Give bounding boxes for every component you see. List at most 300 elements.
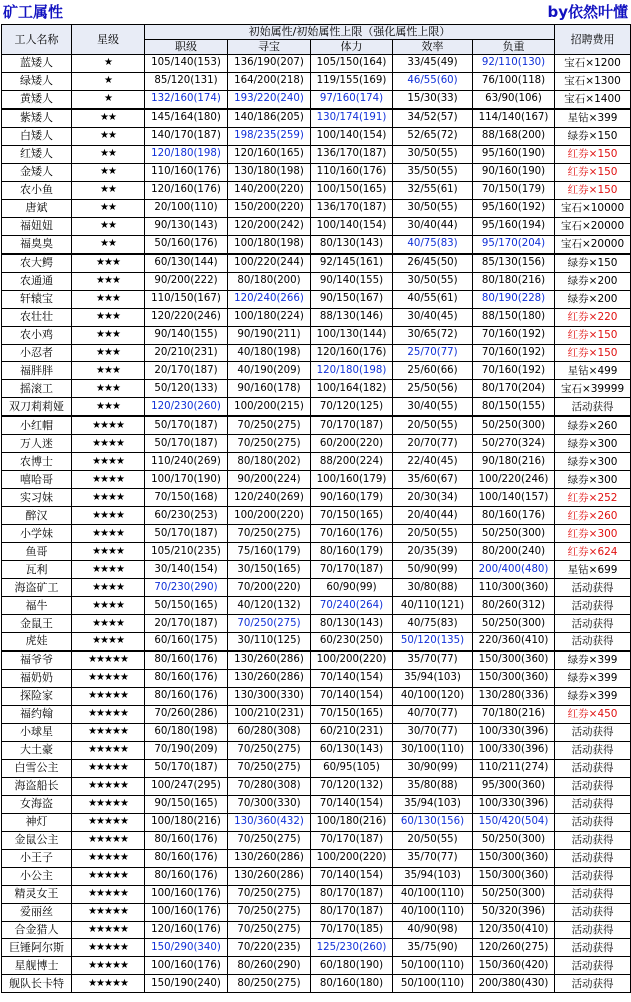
load-cell: 50/250(300) <box>473 615 555 633</box>
header-star: 星级 <box>72 25 145 55</box>
worker-name-cell: 海盗矿工 <box>2 579 72 597</box>
treasure-cell: 130/300(330) <box>228 687 311 705</box>
table-row <box>2 849 631 867</box>
worker-name-cell: 星舰博士 <box>2 957 72 975</box>
table-row <box>2 885 631 903</box>
efficiency-cell: 40/70(77) <box>393 705 473 723</box>
rank-cell: 80/160(176) <box>145 867 228 885</box>
worker-name-cell: 蓝矮人 <box>2 55 72 73</box>
table-row <box>2 362 631 380</box>
load-cell: 110/300(360) <box>473 579 555 597</box>
table-row <box>2 975 631 993</box>
efficiency-cell: 40/100(110) <box>393 903 473 921</box>
treasure-cell: 90/160(178) <box>228 380 311 398</box>
table-row <box>2 903 631 921</box>
rank-cell: 70/190(209) <box>145 741 228 759</box>
treasure-cell: 70/250(275) <box>228 903 311 921</box>
star-rating-cell: ★★★★★ <box>72 885 145 903</box>
stamina-cell: 100/140(154) <box>311 217 393 235</box>
rank-cell: 50/120(133) <box>145 380 228 398</box>
table-row <box>2 217 631 235</box>
rank-cell: 90/150(165) <box>145 795 228 813</box>
cost-cell: 活动获得 <box>555 885 631 903</box>
star-rating-cell: ★★ <box>72 145 145 163</box>
load-cell: 50/320(396) <box>473 903 555 921</box>
stamina-cell: 70/120(132) <box>311 777 393 795</box>
load-cell: 100/330(396) <box>473 795 555 813</box>
table-row <box>2 741 631 759</box>
efficiency-cell: 50/90(99) <box>393 561 473 579</box>
stamina-cell: 70/140(154) <box>311 795 393 813</box>
stamina-cell: 60/90(99) <box>311 579 393 597</box>
efficiency-cell: 20/35(39) <box>393 543 473 561</box>
cost-cell: 红券×450 <box>555 705 631 723</box>
table-row <box>2 163 631 181</box>
load-cell: 88/150(180) <box>473 308 555 326</box>
worker-name-cell: 实习妹 <box>2 489 72 507</box>
rank-cell: 100/160(176) <box>145 957 228 975</box>
table-row <box>2 308 631 326</box>
treasure-cell: 40/180(198) <box>228 344 311 362</box>
worker-name-cell: 嘻哈哥 <box>2 471 72 489</box>
load-cell: 100/330(396) <box>473 723 555 741</box>
rank-cell: 100/180(216) <box>145 813 228 831</box>
table-row <box>2 380 631 398</box>
treasure-cell: 100/180(224) <box>228 308 311 326</box>
worker-name-cell: 福爷爷 <box>2 651 72 669</box>
stamina-cell: 100/180(216) <box>311 813 393 831</box>
load-cell: 150/300(360) <box>473 669 555 687</box>
stamina-cell: 120/180(198) <box>311 362 393 380</box>
table-row <box>2 272 631 290</box>
load-cell: 50/250(300) <box>473 885 555 903</box>
worker-name-cell: 紫矮人 <box>2 109 72 127</box>
load-cell: 100/330(396) <box>473 741 555 759</box>
efficiency-cell: 30/65(72) <box>393 326 473 344</box>
load-cell: 63/90(106) <box>473 90 555 108</box>
cost-cell: 活动获得 <box>555 759 631 777</box>
worker-name-cell: 金鼠王 <box>2 615 72 633</box>
table-row <box>2 127 631 145</box>
stamina-cell: 100/164(182) <box>311 380 393 398</box>
efficiency-cell: 20/50(55) <box>393 416 473 434</box>
efficiency-cell: 40/55(61) <box>393 290 473 308</box>
table-row <box>2 597 631 615</box>
rank-cell: 70/260(286) <box>145 705 228 723</box>
table-row <box>2 398 631 416</box>
load-cell: 95/300(360) <box>473 777 555 795</box>
treasure-cell: 130/180(198) <box>228 163 311 181</box>
efficiency-cell: 34/52(57) <box>393 109 473 127</box>
table-row <box>2 633 631 651</box>
load-cell: 70/160(192) <box>473 362 555 380</box>
cost-cell: 绿券×150 <box>555 127 631 145</box>
star-rating-cell: ★★★★ <box>72 525 145 543</box>
treasure-cell: 120/160(165) <box>228 145 311 163</box>
worker-name-cell: 小王子 <box>2 849 72 867</box>
worker-name-cell: 小公主 <box>2 867 72 885</box>
stamina-cell: 70/170(187) <box>311 561 393 579</box>
star-rating-cell: ★★★★★ <box>72 777 145 795</box>
treasure-cell: 70/250(275) <box>228 615 311 633</box>
cost-cell: 宝石×1200 <box>555 55 631 73</box>
stamina-cell: 88/200(224) <box>311 453 393 471</box>
stamina-cell: 120/160(176) <box>311 344 393 362</box>
star-rating-cell: ★★★ <box>72 290 145 308</box>
cost-cell: 绿券×300 <box>555 435 631 453</box>
header-attribute-group: 初始属性/初始属性上限（强化属性上限） <box>145 25 555 40</box>
efficiency-cell: 20/70(77) <box>393 435 473 453</box>
load-cell: 80/160(176) <box>473 507 555 525</box>
worker-name-cell: 绿矮人 <box>2 72 72 90</box>
efficiency-cell: 35/70(77) <box>393 651 473 669</box>
star-rating-cell: ★ <box>72 55 145 73</box>
star-rating-cell: ★ <box>72 90 145 108</box>
table-row <box>2 109 631 127</box>
table-row <box>2 759 631 777</box>
stamina-cell: 60/180(190) <box>311 957 393 975</box>
cost-cell: 星钻×699 <box>555 561 631 579</box>
stamina-cell: 100/200(220) <box>311 651 393 669</box>
stamina-cell: 70/170(187) <box>311 831 393 849</box>
cost-cell: 宝石×1400 <box>555 90 631 108</box>
cost-cell: 红券×150 <box>555 163 631 181</box>
table-row <box>2 867 631 885</box>
cost-cell: 星钻×499 <box>555 362 631 380</box>
table-row <box>2 777 631 795</box>
table-row <box>2 813 631 831</box>
table-row <box>2 669 631 687</box>
star-rating-cell: ★★★★ <box>72 543 145 561</box>
stamina-cell: 60/200(220) <box>311 435 393 453</box>
star-rating-cell: ★★★★★ <box>72 867 145 885</box>
treasure-cell: 60/280(308) <box>228 723 311 741</box>
rank-cell: 60/160(175) <box>145 633 228 651</box>
treasure-cell: 100/220(244) <box>228 254 311 272</box>
treasure-cell: 75/160(179) <box>228 543 311 561</box>
stamina-cell: 80/160(179) <box>311 543 393 561</box>
cost-cell: 活动获得 <box>555 849 631 867</box>
cost-cell: 绿券×200 <box>555 290 631 308</box>
table-row <box>2 525 631 543</box>
stamina-cell: 80/170(187) <box>311 885 393 903</box>
cost-cell: 绿券×399 <box>555 669 631 687</box>
star-rating-cell: ★★★★ <box>72 615 145 633</box>
cost-cell: 活动获得 <box>555 579 631 597</box>
star-rating-cell: ★★★★ <box>72 633 145 651</box>
efficiency-cell: 30/40(55) <box>393 398 473 416</box>
rank-cell: 50/150(165) <box>145 597 228 615</box>
rank-cell: 60/130(144) <box>145 254 228 272</box>
load-cell: 95/160(190) <box>473 145 555 163</box>
worker-name-cell: 唐斌 <box>2 199 72 217</box>
efficiency-cell: 40/75(83) <box>393 235 473 253</box>
worker-name-cell: 黄矮人 <box>2 90 72 108</box>
load-cell: 80/200(240) <box>473 543 555 561</box>
treasure-cell: 130/260(286) <box>228 669 311 687</box>
treasure-cell: 90/200(224) <box>228 471 311 489</box>
rank-cell: 120/220(246) <box>145 308 228 326</box>
star-rating-cell: ★★★★★ <box>72 759 145 777</box>
stamina-cell: 130/174(191) <box>311 109 393 127</box>
table-row <box>2 705 631 723</box>
worker-name-cell: 舰队长卡特 <box>2 975 72 993</box>
rank-cell: 70/150(168) <box>145 489 228 507</box>
stamina-cell: 80/160(180) <box>311 975 393 993</box>
star-rating-cell: ★★★★★ <box>72 957 145 975</box>
rank-cell: 132/160(174) <box>145 90 228 108</box>
table-row <box>2 507 631 525</box>
stamina-cell: 60/95(105) <box>311 759 393 777</box>
rank-cell: 50/160(176) <box>145 235 228 253</box>
table-body <box>2 55 631 993</box>
load-cell: 120/350(410) <box>473 921 555 939</box>
worker-name-cell: 探险家 <box>2 687 72 705</box>
efficiency-cell: 20/50(55) <box>393 831 473 849</box>
table-row <box>2 921 631 939</box>
stamina-cell: 80/170(187) <box>311 903 393 921</box>
worker-name-cell: 农小鸡 <box>2 326 72 344</box>
stamina-cell: 60/230(250) <box>311 633 393 651</box>
table-row <box>2 471 631 489</box>
rank-cell: 30/140(154) <box>145 561 228 579</box>
table-row <box>2 254 631 272</box>
treasure-cell: 150/200(220) <box>228 199 311 217</box>
worker-name-cell: 瓦利 <box>2 561 72 579</box>
treasure-cell: 40/190(209) <box>228 362 311 380</box>
load-cell: 110/211(274) <box>473 759 555 777</box>
table-row <box>2 290 631 308</box>
treasure-cell: 70/250(275) <box>228 416 311 434</box>
load-cell: 200/400(480) <box>473 561 555 579</box>
load-cell: 95/170(204) <box>473 235 555 253</box>
load-cell: 92/110(130) <box>473 55 555 73</box>
stamina-cell: 70/140(154) <box>311 867 393 885</box>
efficiency-cell: 30/90(99) <box>393 759 473 777</box>
stamina-cell: 70/140(154) <box>311 669 393 687</box>
header-cost: 招聘费用 <box>555 25 631 55</box>
treasure-cell: 130/260(286) <box>228 651 311 669</box>
efficiency-cell: 22/40(45) <box>393 453 473 471</box>
cost-cell: 绿券×300 <box>555 471 631 489</box>
treasure-cell: 70/280(308) <box>228 777 311 795</box>
treasure-cell: 100/180(198) <box>228 235 311 253</box>
worker-name-cell: 小学妹 <box>2 525 72 543</box>
load-cell: 50/270(324) <box>473 435 555 453</box>
header-name: 工人名称 <box>2 25 72 55</box>
cost-cell: 活动获得 <box>555 921 631 939</box>
header-efficiency: 效率 <box>393 40 473 55</box>
worker-name-cell: 大土豪 <box>2 741 72 759</box>
efficiency-cell: 15/30(33) <box>393 90 473 108</box>
rank-cell: 110/150(167) <box>145 290 228 308</box>
stamina-cell: 60/130(143) <box>311 741 393 759</box>
star-rating-cell: ★★ <box>72 109 145 127</box>
worker-name-cell: 农大鳄 <box>2 254 72 272</box>
table-row <box>2 90 631 108</box>
table-row <box>2 199 631 217</box>
worker-name-cell: 福臭臭 <box>2 235 72 253</box>
load-cell: 150/300(360) <box>473 867 555 885</box>
treasure-cell: 30/110(125) <box>228 633 311 651</box>
cost-cell: 红券×150 <box>555 344 631 362</box>
stamina-cell: 70/170(187) <box>311 416 393 434</box>
load-cell: 80/260(312) <box>473 597 555 615</box>
rank-cell: 80/160(176) <box>145 651 228 669</box>
load-cell: 88/168(200) <box>473 127 555 145</box>
cost-cell: 绿券×150 <box>555 254 631 272</box>
stamina-cell: 119/155(169) <box>311 72 393 90</box>
efficiency-cell: 30/40(44) <box>393 217 473 235</box>
star-rating-cell: ★★★★ <box>72 416 145 434</box>
load-cell: 70/180(216) <box>473 705 555 723</box>
worker-name-cell: 女海盗 <box>2 795 72 813</box>
title-bar <box>0 0 631 24</box>
treasure-cell: 140/200(220) <box>228 181 311 199</box>
stamina-cell: 125/230(260) <box>311 939 393 957</box>
stamina-cell: 70/160(176) <box>311 525 393 543</box>
stamina-cell: 90/140(155) <box>311 272 393 290</box>
load-cell: 50/250(300) <box>473 831 555 849</box>
star-rating-cell: ★★★★★ <box>72 975 145 993</box>
table-row <box>2 344 631 362</box>
stamina-cell: 70/240(264) <box>311 597 393 615</box>
stamina-cell: 92/145(161) <box>311 254 393 272</box>
rank-cell: 50/170(187) <box>145 416 228 434</box>
load-cell: 95/160(194) <box>473 217 555 235</box>
efficiency-cell: 40/100(120) <box>393 687 473 705</box>
table-row <box>2 795 631 813</box>
worker-name-cell: 精灵女王 <box>2 885 72 903</box>
rank-cell: 50/170(187) <box>145 759 228 777</box>
treasure-cell: 80/260(290) <box>228 957 311 975</box>
worker-name-cell: 海盗船长 <box>2 777 72 795</box>
load-cell: 90/180(216) <box>473 453 555 471</box>
star-rating-cell: ★★★★ <box>72 561 145 579</box>
star-rating-cell: ★★★★★ <box>72 813 145 831</box>
star-rating-cell: ★★★★★ <box>72 669 145 687</box>
treasure-cell: 80/180(200) <box>228 272 311 290</box>
rank-cell: 120/160(176) <box>145 181 228 199</box>
cost-cell: 活动获得 <box>555 939 631 957</box>
efficiency-cell: 35/94(103) <box>393 669 473 687</box>
table-row <box>2 416 631 434</box>
miner-attribute-table <box>1 24 631 993</box>
cost-cell: 活动获得 <box>555 831 631 849</box>
star-rating-cell: ★★★★ <box>72 435 145 453</box>
stamina-cell: 70/170(185) <box>311 921 393 939</box>
worker-name-cell: 白雪公主 <box>2 759 72 777</box>
load-cell: 80/180(216) <box>473 272 555 290</box>
cost-cell: 活动获得 <box>555 813 631 831</box>
stamina-cell: 97/160(174) <box>311 90 393 108</box>
star-rating-cell: ★★★ <box>72 326 145 344</box>
worker-name-cell: 福妞妞 <box>2 217 72 235</box>
treasure-cell: 193/220(240) <box>228 90 311 108</box>
load-cell: 150/300(360) <box>473 651 555 669</box>
treasure-cell: 120/240(266) <box>228 290 311 308</box>
cost-cell: 活动获得 <box>555 867 631 885</box>
stamina-cell: 80/130(143) <box>311 235 393 253</box>
worker-name-cell: 轩辕宝 <box>2 290 72 308</box>
efficiency-cell: 26/45(50) <box>393 254 473 272</box>
rank-cell: 150/190(240) <box>145 975 228 993</box>
worker-name-cell: 农博士 <box>2 453 72 471</box>
cost-cell: 红券×252 <box>555 489 631 507</box>
rank-cell: 85/120(131) <box>145 72 228 90</box>
cost-cell: 宝石×1300 <box>555 72 631 90</box>
stamina-cell: 100/150(165) <box>311 181 393 199</box>
table-row <box>2 453 631 471</box>
star-rating-cell: ★★ <box>72 181 145 199</box>
worker-name-cell: 白矮人 <box>2 127 72 145</box>
cost-cell: 红券×624 <box>555 543 631 561</box>
star-rating-cell: ★★★★★ <box>72 939 145 957</box>
efficiency-cell: 32/55(61) <box>393 181 473 199</box>
rank-cell: 120/180(198) <box>145 145 228 163</box>
stamina-cell: 70/150(165) <box>311 507 393 525</box>
stamina-cell: 100/160(179) <box>311 471 393 489</box>
treasure-cell: 130/260(286) <box>228 867 311 885</box>
efficiency-cell: 35/70(77) <box>393 849 473 867</box>
efficiency-cell: 35/50(55) <box>393 163 473 181</box>
efficiency-cell: 30/100(110) <box>393 741 473 759</box>
rank-cell: 60/230(253) <box>145 507 228 525</box>
treasure-cell: 80/180(202) <box>228 453 311 471</box>
cost-cell: 红券×150 <box>555 181 631 199</box>
load-cell: 50/250(300) <box>473 416 555 434</box>
star-rating-cell: ★★★★ <box>72 597 145 615</box>
efficiency-cell: 46/55(60) <box>393 72 473 90</box>
rank-cell: 145/164(180) <box>145 109 228 127</box>
efficiency-cell: 50/120(135) <box>393 633 473 651</box>
load-cell: 130/280(336) <box>473 687 555 705</box>
worker-name-cell: 万人迷 <box>2 435 72 453</box>
load-cell: 76/100(118) <box>473 72 555 90</box>
stamina-cell: 136/170(187) <box>311 145 393 163</box>
rank-cell: 60/180(198) <box>145 723 228 741</box>
cost-cell: 星钻×399 <box>555 109 631 127</box>
efficiency-cell: 25/70(77) <box>393 344 473 362</box>
cost-cell: 活动获得 <box>555 777 631 795</box>
treasure-cell: 100/200(220) <box>228 507 311 525</box>
table-row <box>2 651 631 669</box>
worker-name-cell: 醉汉 <box>2 507 72 525</box>
load-cell: 95/160(192) <box>473 199 555 217</box>
rank-cell: 20/170(187) <box>145 362 228 380</box>
cost-cell: 红券×150 <box>555 145 631 163</box>
efficiency-cell: 25/60(66) <box>393 362 473 380</box>
stamina-cell: 136/170(187) <box>311 199 393 217</box>
star-rating-cell: ★★★★ <box>72 471 145 489</box>
efficiency-cell: 30/50(55) <box>393 199 473 217</box>
load-cell: 220/360(410) <box>473 633 555 651</box>
rank-cell: 105/210(235) <box>145 543 228 561</box>
stamina-cell: 70/140(154) <box>311 687 393 705</box>
star-rating-cell: ★★ <box>72 163 145 181</box>
stamina-cell: 80/130(143) <box>311 615 393 633</box>
table-row <box>2 72 631 90</box>
load-cell: 150/300(360) <box>473 849 555 867</box>
worker-name-cell: 摇滚工 <box>2 380 72 398</box>
cost-cell: 活动获得 <box>555 597 631 615</box>
worker-name-cell: 福牛 <box>2 597 72 615</box>
star-rating-cell: ★★ <box>72 127 145 145</box>
worker-name-cell: 小忍者 <box>2 344 72 362</box>
cost-cell: 红券×150 <box>555 326 631 344</box>
rank-cell: 80/160(176) <box>145 669 228 687</box>
worker-name-cell: 小红帽 <box>2 416 72 434</box>
